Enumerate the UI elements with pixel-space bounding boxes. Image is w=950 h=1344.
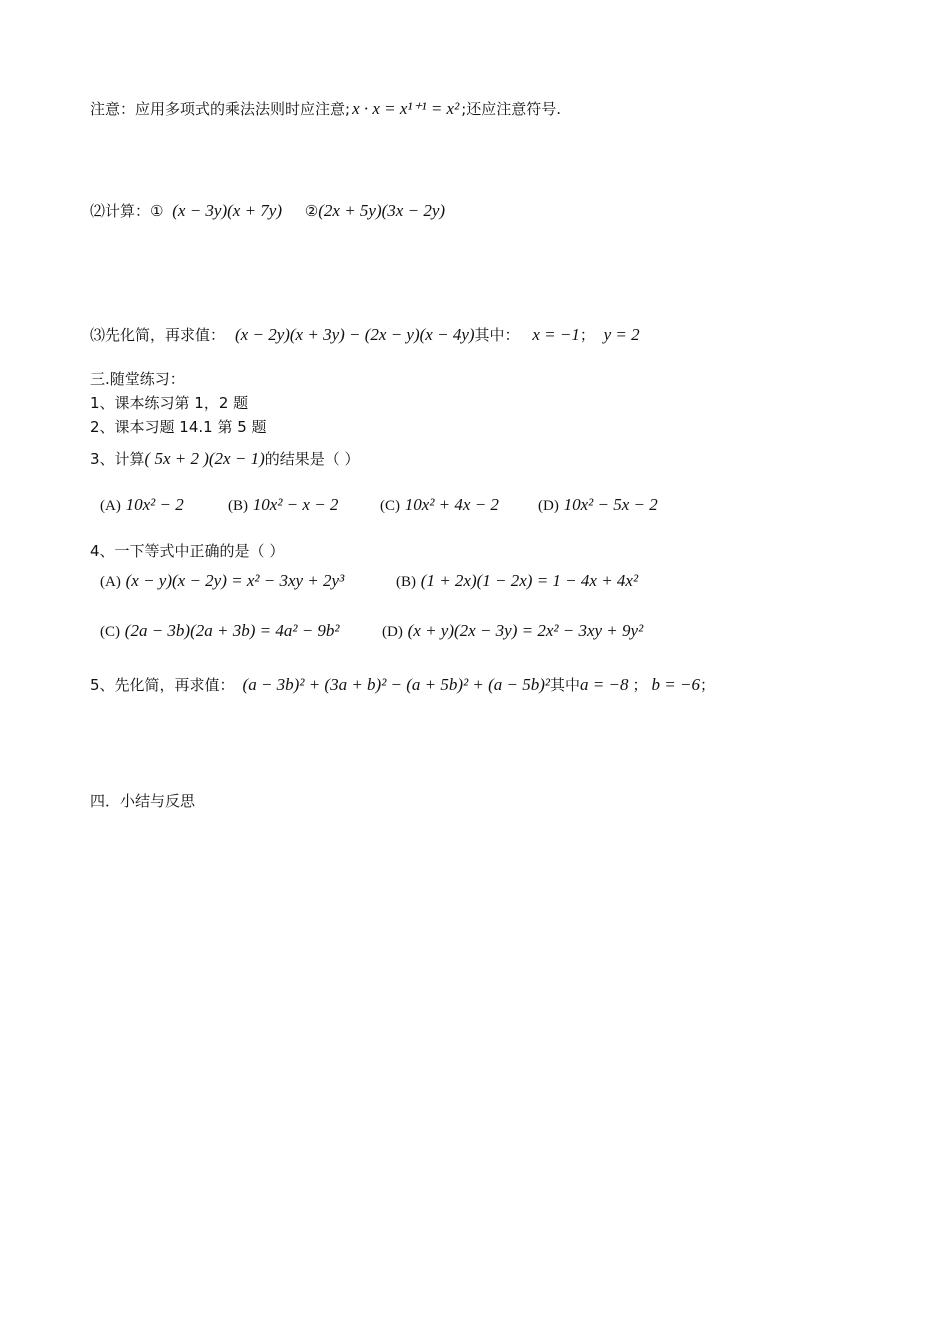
practice-q5-end: ； [699,676,715,694]
option-label: (B) [228,498,248,514]
option-expr: (1 + 2x)(1 − 2x) = 1 − 4x + 4x² [420,571,639,590]
option-label: (D) [382,624,403,640]
option-expr: (2a − 3b)(2a + 3b) = 4a² − 9b² [124,621,340,640]
q2-mark2: ② [304,202,319,220]
option-label: (A) [100,498,121,514]
note-prefix: 注意：应用多项式的乘法法则时应注意; [90,100,351,118]
option-expr: (x + y)(2x − 3y) = 2x² − 3xy + 9y² [407,621,644,640]
q2-expr1: (x − 3y)(x + 7y) [172,201,283,220]
q3-cond1: x = −1 [532,325,580,344]
note-line [90,98,561,120]
note-suffix: ;还应注意符号. [461,100,562,118]
option-label: (B) [396,574,416,590]
q2-label: ⑵计算：① [90,202,164,220]
option-a [100,494,228,517]
q3-cond2: y = 2 [603,325,640,344]
option-label: (C) [100,624,120,640]
option-label: (D) [538,498,559,514]
practice-q5-expr: (a − 3b)² + (3a + b)² − (a + 5b)² + (a − 5b)² [242,675,551,694]
option-label: (A) [100,574,121,590]
q3-sep: ； [579,326,595,344]
practice-q3-prefix: 3、计算 [90,450,145,468]
q2-line [90,200,445,222]
note-formula: x · x = x¹⁺¹ = x² [352,99,460,118]
option-expr: (x − y)(x − 2y) = x² − 3xy + 2y³ [125,571,345,590]
option-expr: 10x² − x − 2 [252,495,339,514]
option-d [382,620,643,643]
practice-q3-expr: ( 5x + 2 )(2x − 1) [144,449,265,468]
practice-q5-cond2: b = −6 [651,675,700,694]
practice-item2: 2、课本习题 14.1 第 5 题 [90,418,267,436]
q3-middle: 其中： [474,326,520,344]
option-label: (C) [380,498,400,514]
practice-q3-line [90,448,360,470]
practice-title: 三.随堂练习： [90,370,185,388]
option-d [538,494,658,517]
option-expr: 10x² − 2 [125,495,184,514]
practice-q4-stem: 4、一下等式中正确的是（ ） [90,542,285,560]
q3-label: ⑶先化简，再求值： [90,326,226,344]
q2-expr2: (2x + 5y)(3x − 2y) [318,201,446,220]
option-c [100,620,382,643]
option-expr: 10x² + 4x − 2 [404,495,499,514]
option-b [396,570,638,593]
practice-q5-sep: ； [632,676,648,694]
practice-item1: 1、课本练习第 1，2 题 [90,394,249,412]
practice-q4-row2 [100,620,643,643]
option-b [228,494,380,517]
q3-expr: (x − 2y)(x + 3y) − (2x − y)(x − 4y) [235,325,475,344]
option-a [100,570,396,593]
practice-q5-cond1: a = −8 [580,675,629,694]
summary-title: 四．小结与反思 [90,792,196,810]
option-c [380,494,538,517]
practice-q5-prefix: 5、先化简，再求值： [90,676,235,694]
practice-q5-middle: 其中 [550,676,581,694]
practice-q4-row1 [100,570,638,593]
practice-q3-suffix: 的结果是（ ） [264,450,360,468]
q3-line [90,324,640,346]
practice-q5-line [90,674,715,696]
option-expr: 10x² − 5x − 2 [563,495,658,514]
practice-q3-options [100,494,658,517]
